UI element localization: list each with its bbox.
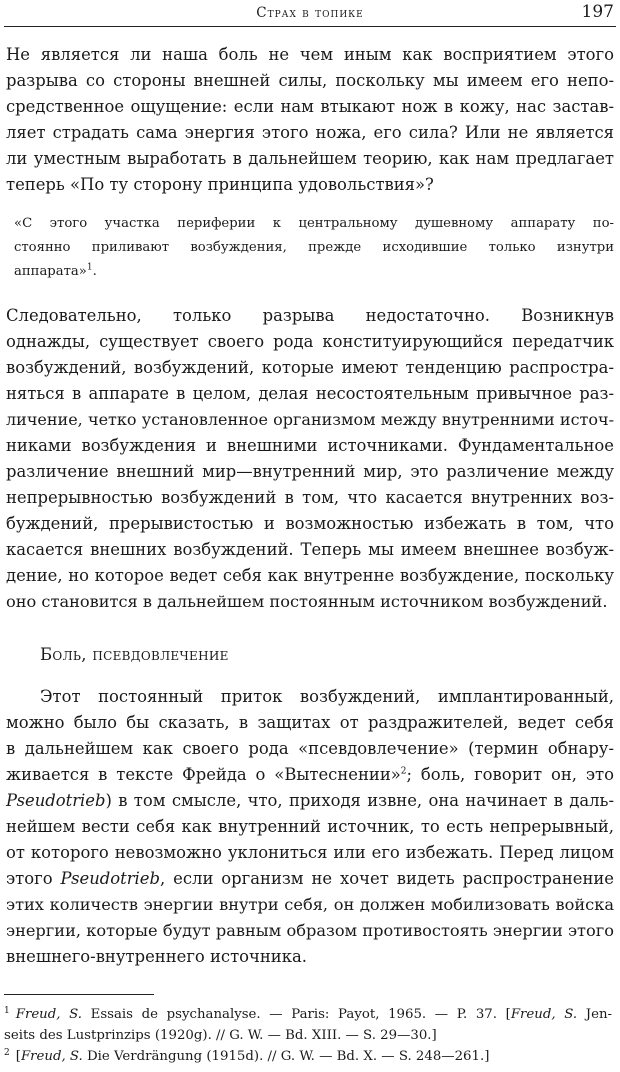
text-line: Следовательно, только разрыва недостаточно. Возникнув [6, 306, 614, 325]
quote-end: . [92, 264, 97, 279]
text-fragment: , если организм не хочет видеть распространение [160, 869, 614, 888]
footnote-author: Freud, S. [15, 1007, 82, 1022]
footnote-author: Freud, S. [20, 1049, 83, 1064]
text-fragment: этого [6, 869, 61, 888]
quote-line: «С этого участка периферии к центральному душевному аппарату по- [14, 216, 614, 231]
text-line: дение, но которое ведет себя как внутренне возбуждение, поскольку [6, 566, 614, 585]
text-line: можно было бы сказать, в защитах от раздражителей, ведет себя [6, 713, 614, 732]
page-number: 197 [581, 2, 614, 22]
text-line: Этот постоянный приток возбуждений, имплантированный, [40, 687, 614, 706]
text-fragment: ) в том смысле, что, приходя извне, она начинает в даль- [105, 791, 614, 810]
footnote-divider [4, 994, 154, 995]
text-line: нейшем вести себя как внутренний источник, то есть непрерывный, [6, 817, 614, 836]
paragraph-3 [6, 684, 614, 970]
text-fragment: живается в тексте Фрейда о «Вытеснении» [6, 765, 401, 784]
text-line: в дальнейшем как своего рода «псевдовлечение» (термин обнару- [6, 739, 614, 758]
footnote-ref-2: 2 [400, 766, 407, 777]
quote-line [14, 260, 614, 284]
text-line [6, 762, 614, 788]
text-line [6, 788, 614, 814]
text-line: средственное ощущение: если нам втыкают нож в кожу, нас застав- [6, 97, 614, 116]
text-line [6, 866, 614, 892]
text-line: касается внешних возбуждений. Теперь мы имеем внешнее возбуж- [6, 540, 614, 559]
text-line: теперь «По ту сторону принципа удовольствия»? [6, 175, 434, 194]
footnote-text: [ [15, 1049, 21, 1064]
text-line: ли уместным выработать в дальнейшем теорию, как нам предлагает [6, 149, 614, 168]
footnote-1-mark: 1 [4, 1005, 10, 1016]
text-line: оно становится в дальнейшем постоянным источником возбуждений. [6, 592, 608, 611]
block-quote [14, 212, 614, 284]
text-line: разрыва со стороны внешней силы, поскольку мы имеем его непо- [6, 71, 614, 90]
quote-last-text: аппарата» [14, 264, 87, 279]
text-line: непрерывностью возбуждений в том, что касается внутренних воз- [6, 488, 614, 507]
running-head-title: Страх в топике [256, 5, 364, 21]
footnote-ref-1: 1 [86, 262, 93, 273]
footnote-1-line [4, 1004, 612, 1025]
text-line: няться в аппарате в целом, делая несостоятельным привычное раз- [6, 384, 614, 403]
section-heading: Боль, псевдовлечение [40, 645, 229, 664]
footnote-2-mark: 2 [4, 1047, 10, 1058]
text-line: личение, четко установленное организмом между внутренними источ- [6, 410, 614, 429]
footnote-author: Freud, S. [510, 1007, 578, 1022]
footnotes [4, 1004, 612, 1067]
text-line: энергии, которые будут равным образом противостоять энергии этого [6, 921, 614, 940]
footnote-2-line [4, 1046, 612, 1067]
text-line: различение внешний мир—внутренний мир, это различение между [6, 462, 614, 481]
text-line: ляет страдать сама энергия этого ножа, его сила? Или не является [6, 123, 614, 142]
text-line: внешнего-внутреннего источника. [6, 947, 307, 966]
footnote-text: Jen- [577, 1007, 612, 1022]
text-line: этих количеств энергии внутри себя, он должен мобилизовать войска [6, 895, 614, 914]
footnote-text: Die Verdrängung (1915d). // G. W. — Bd. X. — S. 248—261.] [82, 1049, 490, 1064]
foreign-term: Pseudotrieb [60, 869, 160, 888]
text-line: от которого невозможно уклониться или его избежать. Перед лицом [6, 843, 614, 862]
quote-line: стоянно приливают возбуждения, прежде исходившие только изнутри [14, 240, 614, 255]
foreign-term: Pseudotrieb [6, 791, 106, 810]
paragraph-2 [6, 303, 614, 615]
paragraph-1 [6, 42, 614, 198]
running-head [4, 0, 616, 27]
text-line: возбуждений, возбуждений, которые имеют тенденцию распростра- [6, 358, 614, 377]
text-line: никами возбуждения и внешними источниками. Фундаментальное [6, 436, 614, 455]
text-line: буждений, прерывистостью и возможностью избежать в том, что [6, 514, 614, 533]
text-line: однажды, существует своего рода конституирующийся передатчик [6, 332, 614, 351]
footnote-1-line-2: seits des Lustprinzips (1920g). // G. W. — Bd. XIII. — S. 29—30.] [4, 1028, 437, 1043]
footnote-text: Essais de psychanalyse. — Paris: Payot, 1965. — P. 37. [ [82, 1007, 511, 1022]
text-line: Не является ли наша боль не чем иным как восприятием этого [6, 45, 614, 64]
text-fragment: ; боль, говорит он, это [406, 765, 614, 784]
